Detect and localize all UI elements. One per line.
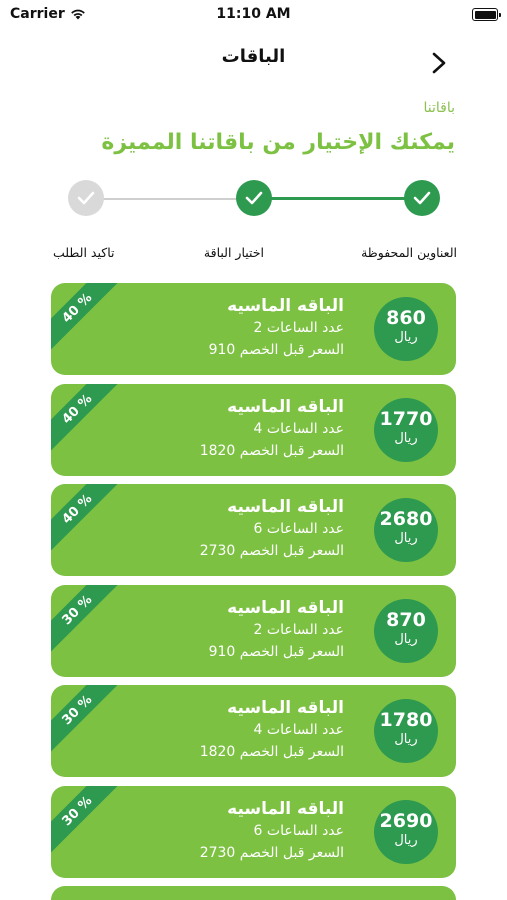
section-heading: يمكنك الإختيار من باقاتنا المميزة: [101, 130, 455, 155]
carrier-label: Carrier: [10, 6, 65, 22]
package-details: [200, 697, 344, 763]
discount-ribbon: 40 %: [51, 384, 127, 459]
status-time: 11:10 AM: [216, 6, 291, 22]
package-details: [209, 597, 344, 663]
discount-ribbon: 30 %: [51, 585, 127, 660]
price-badge: [374, 599, 438, 663]
package-name: الباقه الماسيه: [227, 396, 344, 417]
price-badge: [374, 297, 438, 361]
package-hours: عدد الساعات 4: [253, 420, 344, 437]
package-card[interactable]: [51, 384, 456, 476]
package-old-price: السعر قبل الخصم 1820: [199, 442, 344, 459]
package-details: [200, 396, 344, 462]
section-label: باقاتنا: [423, 100, 455, 116]
chevron-right-icon: [427, 50, 451, 76]
discount-ribbon: 30 %: [51, 685, 127, 760]
package-card-partial[interactable]: [51, 886, 456, 900]
package-hours: عدد الساعات 2: [253, 621, 344, 638]
step-3-check-icon: [68, 180, 104, 216]
package-name: الباقه الماسيه: [227, 597, 344, 618]
discount-ribbon: 40 %: [51, 283, 127, 358]
price-value: 2690: [379, 809, 433, 832]
price-badge: [374, 398, 438, 462]
package-card[interactable]: [51, 685, 456, 777]
stepper-line-complete: [254, 197, 422, 200]
package-name: الباقه الماسيه: [227, 296, 344, 316]
price-value: 870: [386, 608, 426, 631]
price-value: 860: [386, 307, 426, 329]
package-card[interactable]: [51, 585, 456, 677]
step-label-addresses: العناوين المحفوظة: [361, 245, 457, 260]
back-button[interactable]: [427, 50, 451, 76]
package-old-price: السعر قبل الخصم 2730: [199, 543, 344, 559]
package-hours: عدد الساعات 6: [253, 822, 344, 839]
package-name: الباقه الماسيه: [227, 497, 344, 517]
package-old-price: السعر قبل الخصم 910: [208, 643, 344, 660]
price-badge: [374, 498, 438, 562]
discount-ribbon: 40 %: [51, 484, 127, 559]
price-value: 1780: [379, 709, 433, 731]
price-currency: ريال: [394, 631, 418, 647]
price-badge: [374, 699, 438, 763]
price-currency: ريال: [394, 330, 418, 345]
package-details: [200, 496, 344, 562]
discount-ribbon: 30 %: [51, 786, 127, 861]
package-name: الباقه الماسيه: [227, 698, 344, 718]
page-title: الباقات: [221, 46, 286, 67]
package-details: [200, 798, 344, 864]
step-label-package: اختيار الباقة: [203, 245, 264, 260]
package-list: [51, 283, 456, 900]
package-card[interactable]: [51, 484, 456, 576]
stepper-line-pending: [86, 198, 254, 200]
price-value: 1770: [379, 407, 433, 430]
package-name: الباقه الماسيه: [227, 798, 344, 819]
step-2-check-icon: [236, 180, 272, 216]
package-card[interactable]: [51, 283, 456, 375]
package-old-price: السعر قبل الخصم 2730: [199, 844, 344, 861]
package-hours: عدد الساعات 6: [253, 521, 344, 537]
package-hours: عدد الساعات 2: [253, 320, 344, 336]
price-currency: ريال: [394, 732, 418, 747]
price-currency: ريال: [394, 430, 418, 446]
price-value: 2680: [379, 508, 433, 530]
package-card[interactable]: [51, 786, 456, 878]
status-bar: [0, 0, 507, 30]
price-badge: [374, 800, 438, 864]
package-hours: عدد الساعات 4: [253, 722, 344, 738]
progress-stepper: [0, 178, 507, 218]
package-details: [209, 295, 344, 361]
package-old-price: السعر قبل الخصم 1820: [199, 744, 344, 760]
price-currency: ريال: [394, 832, 418, 848]
step-label-confirm: تاكيد الطلب: [53, 245, 115, 260]
price-currency: ريال: [394, 531, 418, 546]
package-old-price: السعر قبل الخصم 910: [208, 342, 344, 358]
step-1-check-icon: [404, 180, 440, 216]
battery-icon: [472, 8, 498, 21]
